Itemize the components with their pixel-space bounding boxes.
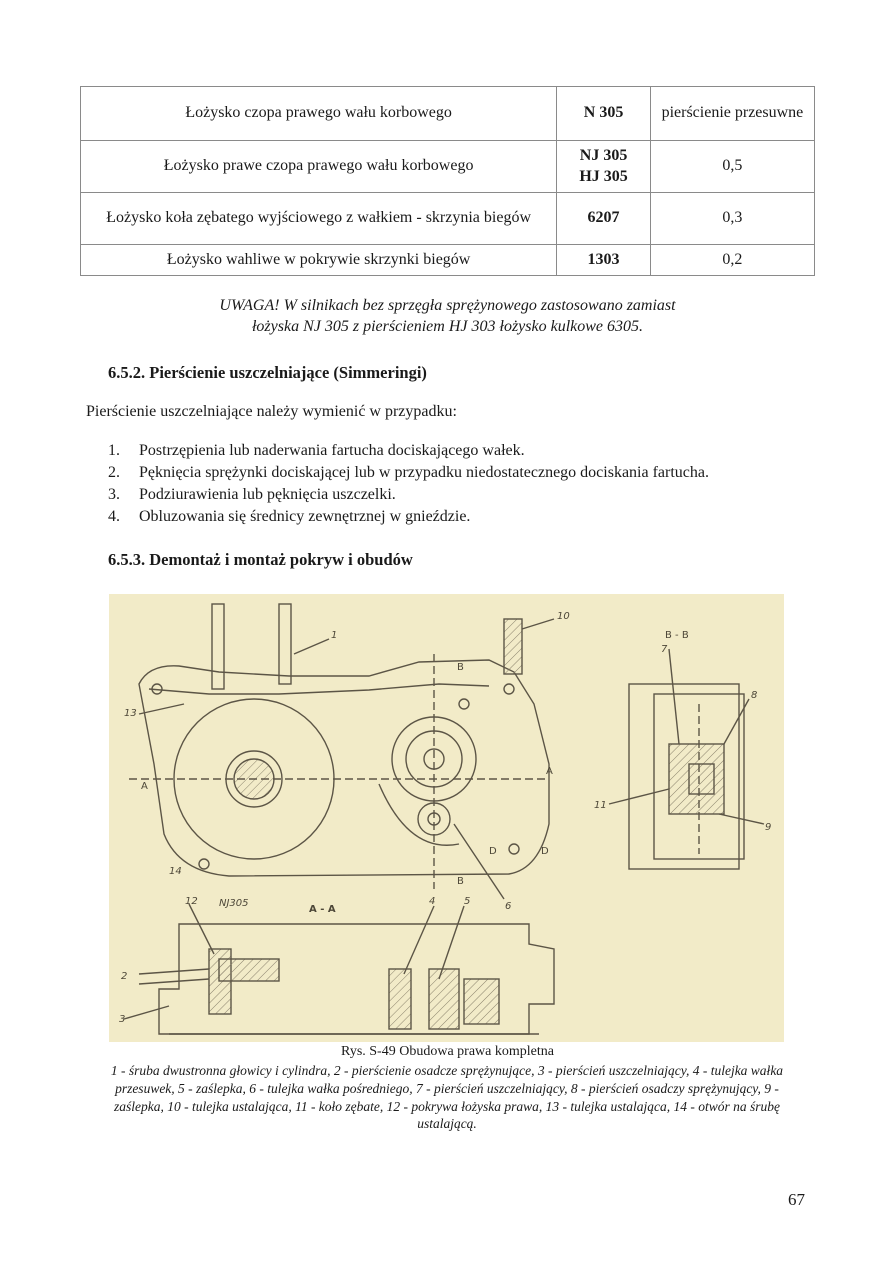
callout-label: 11 <box>594 800 607 811</box>
callout-label: 13 <box>124 708 137 719</box>
list-text: Podziurawienia lub pęknięcia uszczelki. <box>139 486 396 503</box>
callout-label: 1 <box>331 630 338 641</box>
list-number: 1. <box>108 442 120 459</box>
callout-label: 14 <box>169 866 182 877</box>
list-item <box>108 462 709 484</box>
code-line: NJ 305 <box>579 146 628 164</box>
section-marker: A <box>141 781 148 792</box>
list-text: Obluzowania się średnicy zewnętrznej w gnieździe. <box>139 508 471 525</box>
section-heading: 6.5.3. Demontaż i montaż pokryw i obudów <box>108 550 413 569</box>
table-cell: 0,5 <box>650 141 814 193</box>
callout-label: 5 <box>464 896 471 907</box>
callout-label: 6 <box>505 901 512 912</box>
bearing-table <box>80 86 815 276</box>
callout-label: NJ305 <box>219 898 249 909</box>
numbered-list <box>108 440 709 528</box>
table-row <box>81 245 815 276</box>
list-item <box>108 440 709 462</box>
paragraph: Pierścienie uszczelniające należy wymienić w przypadku: <box>86 403 457 420</box>
warning-note <box>80 296 815 338</box>
table-cell: Łożysko czopa prawego wału korbowego <box>81 87 557 141</box>
housing-outline <box>124 604 764 1034</box>
table-row <box>81 141 815 193</box>
callout-label: 8 <box>751 690 758 701</box>
section-marker: B <box>457 876 464 887</box>
list-number: 3. <box>108 486 120 503</box>
table-cell: 0,2 <box>650 245 814 276</box>
table-cell: 1303 <box>557 245 651 276</box>
table-cell: Łożysko koła zębatego wyjściowego z wałkiem - skrzynia biegów <box>81 193 557 245</box>
callout-label: 3 <box>119 1014 126 1025</box>
section-heading: 6.5.2. Pierścienie uszczelniające (Simmeringi) <box>108 363 427 382</box>
section-marker: D <box>489 846 497 857</box>
callout-label: 4 <box>429 896 436 907</box>
table-cell: pierścienie przesuwne <box>650 87 814 141</box>
figure-title: Rys. S-49 Obudowa prawa kompletna <box>341 1044 554 1059</box>
section-title: B - B <box>665 630 689 641</box>
section-marker: B <box>457 662 464 673</box>
note-line: łożyska NJ 305 z pierścieniem HJ 303 łożysko kulkowe 6305. <box>251 317 644 335</box>
drawing-svg <box>109 594 784 1042</box>
section-marker: A <box>546 766 553 777</box>
figure-caption: 1 - śruba dwustronna głowicy i cylindra, 2 - pierścienie osadcze sprężynujące, 3 - pierścień uszczelniający, 4 - tulejka wałka przesuwek, 5 - zaślepka, 6 - tulejka wałka pośredniego, 7 - pierścień uszczelniający, 8 - pierścień osadczy sprężynujący, 9 - zaślepka, 10 - tulejka ustalająca, 11 - koło zębate, 12 - pokrywa łożyska prawa, 13 - tulejka ustalająca, 14 - otwór na śrubę ustalającą. <box>110 1063 784 1132</box>
note-line: UWAGA! W silnikach bez sprzęgła sprężynowego zastosowano zamiast <box>219 297 676 314</box>
page-number: 67 <box>788 1190 805 1209</box>
table-cell: N 305 <box>557 87 651 141</box>
list-item <box>108 506 709 528</box>
list-number: 4. <box>108 508 120 525</box>
table-row <box>81 193 815 245</box>
section-title: A - A <box>309 904 336 915</box>
list-text: Pęknięcia sprężynki dociskającej lub w przypadku niedostatecznego dociskania fartucha. <box>139 464 709 481</box>
table-cell: Łożysko prawe czopa prawego wału korbowego <box>81 141 557 193</box>
table-cell: 0,3 <box>650 193 814 245</box>
table-row <box>81 87 815 141</box>
section-marker: D <box>541 846 549 857</box>
list-number: 2. <box>108 464 120 481</box>
table-cell: 6207 <box>557 193 651 245</box>
callout-label: 12 <box>185 896 198 907</box>
list-item <box>108 484 709 506</box>
callout-label: 9 <box>765 822 772 833</box>
callout-label: 7 <box>661 644 668 655</box>
table-cell <box>557 141 651 193</box>
callout-label: 10 <box>557 611 570 622</box>
callout-label: 2 <box>121 971 128 982</box>
table-cell: Łożysko wahliwe w pokrywie skrzynki biegów <box>81 245 557 276</box>
list-text: Postrzępienia lub naderwania fartucha dociskającego wałek. <box>139 442 525 459</box>
technical-drawing <box>109 594 784 1042</box>
code-line: HJ 305 <box>579 167 628 185</box>
